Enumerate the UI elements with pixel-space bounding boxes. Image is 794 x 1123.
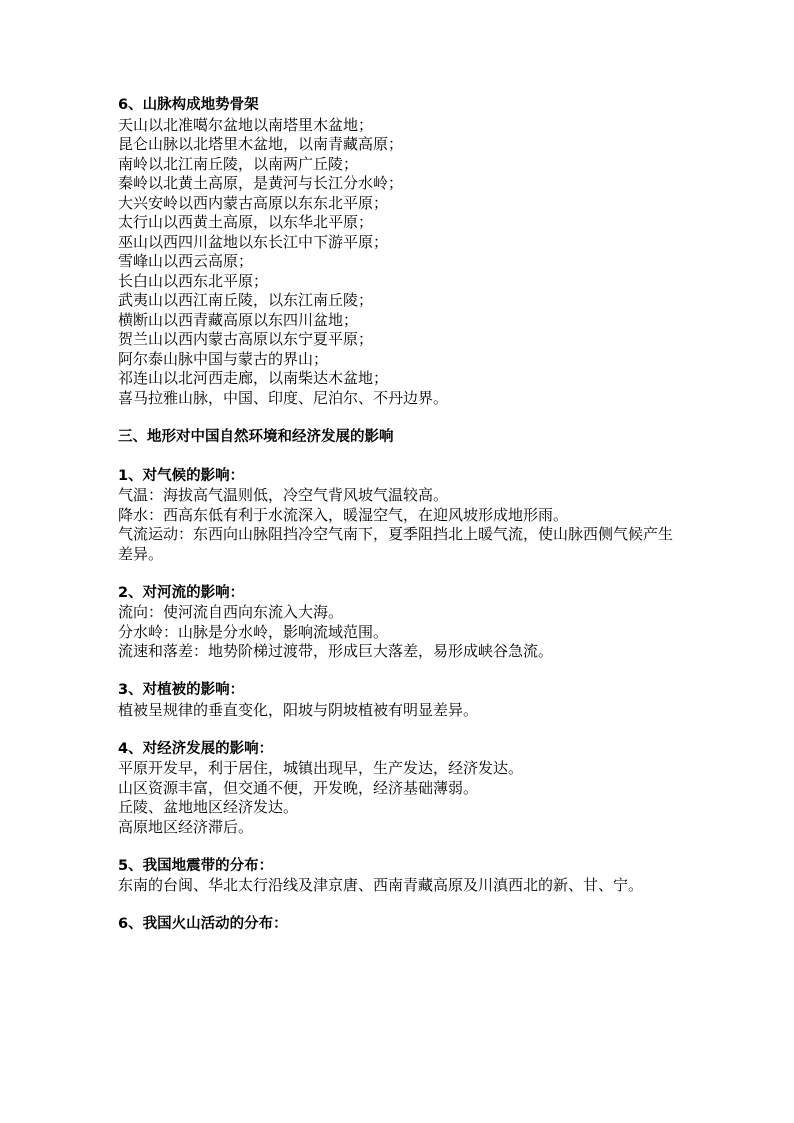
rivers-line-3: 流速和落差：地势阶梯过渡带，形成巨大落差，易形成峡谷急流。 [118,642,554,660]
climate-line-2: 降水：西高东低有利于水流深入，暖湿空气，在迎风坡形成地形雨。 [118,505,569,524]
earthquake-line-1: 东南的台闽、华北太行沿线及津京唐、西南青藏高原及川滇西北的新、甘、宁。 [118,876,644,894]
mountain-line-11: 横断山以西青藏高原以东四川盆地； [118,310,359,329]
mountain-line-12: 贺兰山以西内蒙古高原以东宁夏平原； [118,330,374,348]
mountain-line-7: 巫山以西四川盆地以东长江中下游平原； [118,232,389,251]
spacer [118,662,678,682]
vegetation-line-1: 植被呈规律的垂直变化，阳坡与阴坡植被有明显差异。 [118,700,479,719]
earthquake-heading: 5、我国地震带的分布： [118,857,274,874]
section-three-heading: 三、地形对中国自然环境和经济发展的影响 [118,428,394,445]
vegetation-heading: 3、对植被的影响： [118,682,245,698]
mountain-line-10: 武夷山以西江南丘陵，以东江南丘陵； [118,291,374,309]
economy-line-3: 丘陵、盆地地区经济发达。 [118,798,299,816]
climate-heading: 1、对气候的影响： [118,467,245,484]
economy-line-1: 平原开发早，利于居住，城镇出现早，生产发达，经济发达。 [118,759,524,777]
spacer [118,720,678,740]
spacer [118,447,678,467]
mountain-line-14: 祁连山以北河西走廊，以南柴达木盆地； [118,369,389,387]
spacer [118,564,678,584]
economy-line-4: 高原地区经济滞后。 [118,817,254,836]
climate-line-3: 气流运动：东西向山脉阻挡冷空气南下，夏季阻挡北上暖气流，使山脉西侧气候产生差异。 [118,525,674,563]
economy-heading: 4、对经济发展的影响： [118,740,274,757]
economy-line-2: 山区资源丰富，但交通不便，开发晚，经济基础薄弱。 [118,778,479,797]
mountain-line-8: 雪峰山以西云高原； [118,252,254,270]
mountains-heading: 6、山脉构成地势骨架 [118,97,259,113]
mountain-line-15: 喜马拉雅山脉，中国、印度、尼泊尔、不丹边界。 [118,388,449,407]
volcano-heading: 6、我国火山活动的分布： [118,916,288,932]
rivers-heading: 2、对河流的影响： [118,584,245,601]
spacer [118,896,678,916]
mountain-line-9: 长白山以西东北平原； [118,271,269,290]
mountain-line-5: 大兴安岭以西内蒙古高原以东东北平原； [118,193,389,212]
rivers-line-2: 分水岭：山脉是分水岭，影响流域范围。 [118,622,389,641]
spacer [118,837,678,857]
mountain-line-4: 秦岭以北黄土高原，是黄河与长江分水岭； [118,174,404,192]
mountain-line-3: 南岭以北江南丘陵，以南两广丘陵； [118,154,359,173]
document-page [118,96,678,935]
mountain-line-13: 阿尔泰山脉中国与蒙古的界山； [118,349,329,368]
climate-line-1: 气温：海拔高气温则低，冷空气背风坡气温较高。 [118,486,449,504]
rivers-line-1: 流向：使河流自西向东流入大海。 [118,603,344,621]
mountain-line-2: 昆仑山脉以北塔里木盆地，以南青藏高原； [118,135,404,153]
mountain-line-6: 太行山以西黄土高原，以东华北平原； [118,213,374,231]
mountain-line-1: 天山以北准噶尔盆地以南塔里木盆地； [118,115,374,134]
spacer [118,408,678,428]
